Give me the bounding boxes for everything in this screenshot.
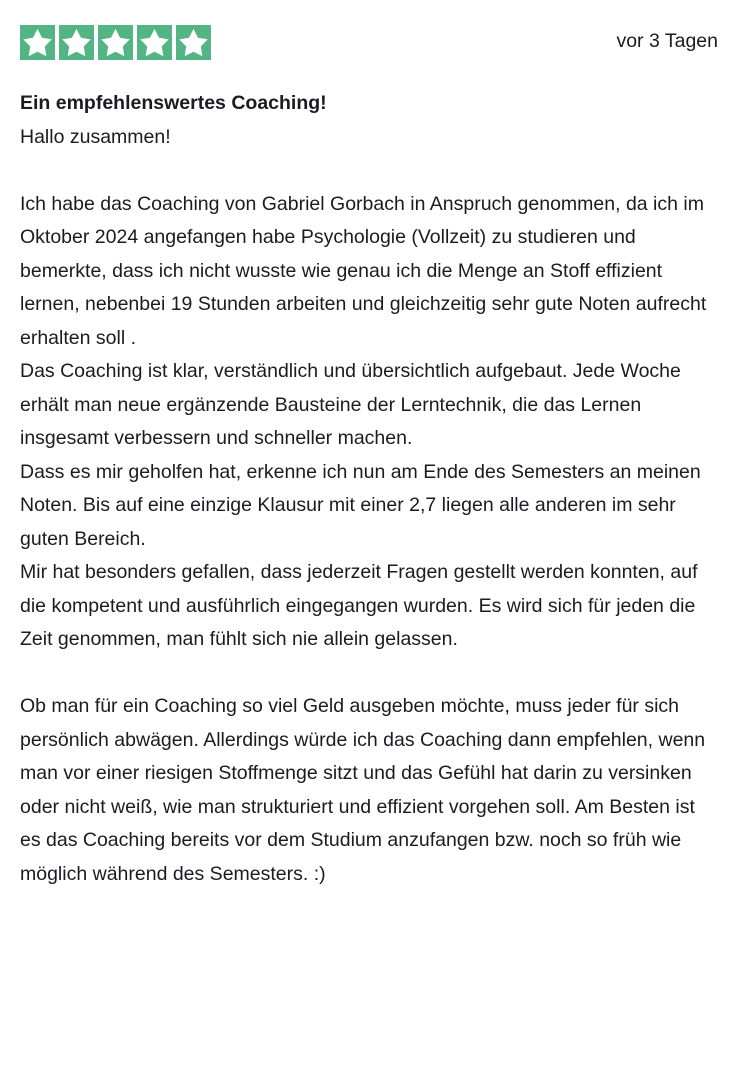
star-icon: [98, 25, 133, 60]
review-title: Ein empfehlenswertes Coaching!: [20, 92, 327, 114]
star-icon: [59, 25, 94, 60]
star-icon: [176, 25, 211, 60]
review-header: [20, 24, 718, 60]
star-icon: [137, 25, 172, 60]
star-icon: [20, 25, 55, 60]
review-timestamp: vor 3 Tagen: [616, 30, 718, 53]
review-body: Hallo zusammen! Ich habe das Coaching von Gabriel Gorbach in Anspruch genommen, da ich im Oktober 2024 angefangen habe Psychologie (Vollzeit) zu studieren und bemerkte, dass ich nicht wusste wie genau ich die Menge an Stoff effizient lernen, nebenbei 19 Stunden arbeiten und gleichzeitig sehr gute Noten aufrecht erhalten soll . Das Coaching ist klar, verständlich und übersichtlich aufgebaut. Jede Woche erhält man neue ergänzende Bausteine der Lerntechnik, die das Lernen insgesamt verbessern und schneller machen. Dass es mir geholfen hat, erkenne ich nun am Ende des Semesters an meinen Noten. Bis auf eine einzige Klausur mit einer 2,7 liegen alle anderen im sehr guten Bereich. Mir hat besonders gefallen, dass jederzeit Fragen gestellt werden konnten, auf die kompetent und ausführlich eingegangen wurden. Es wird sich für jeden die Zeit genommen, man fühlt sich nie allein gelassen. Ob man für ein Coaching so viel Geld ausgeben möchte, muss jeder für sich persönlich abwägen. Allerdings würde ich das Coaching dann empfehlen, wenn man vor einer riesigen Stoffmenge sitzt und das Gefühl hat darin zu versinken oder nicht weiß, wie man strukturiert und effizient vorgehen soll. Am Besten ist es das Coaching bereits vor dem Studium anzufangen bzw. noch so früh wie möglich während des Semesters. :): [20, 125, 707, 885]
star-rating: [20, 25, 211, 60]
